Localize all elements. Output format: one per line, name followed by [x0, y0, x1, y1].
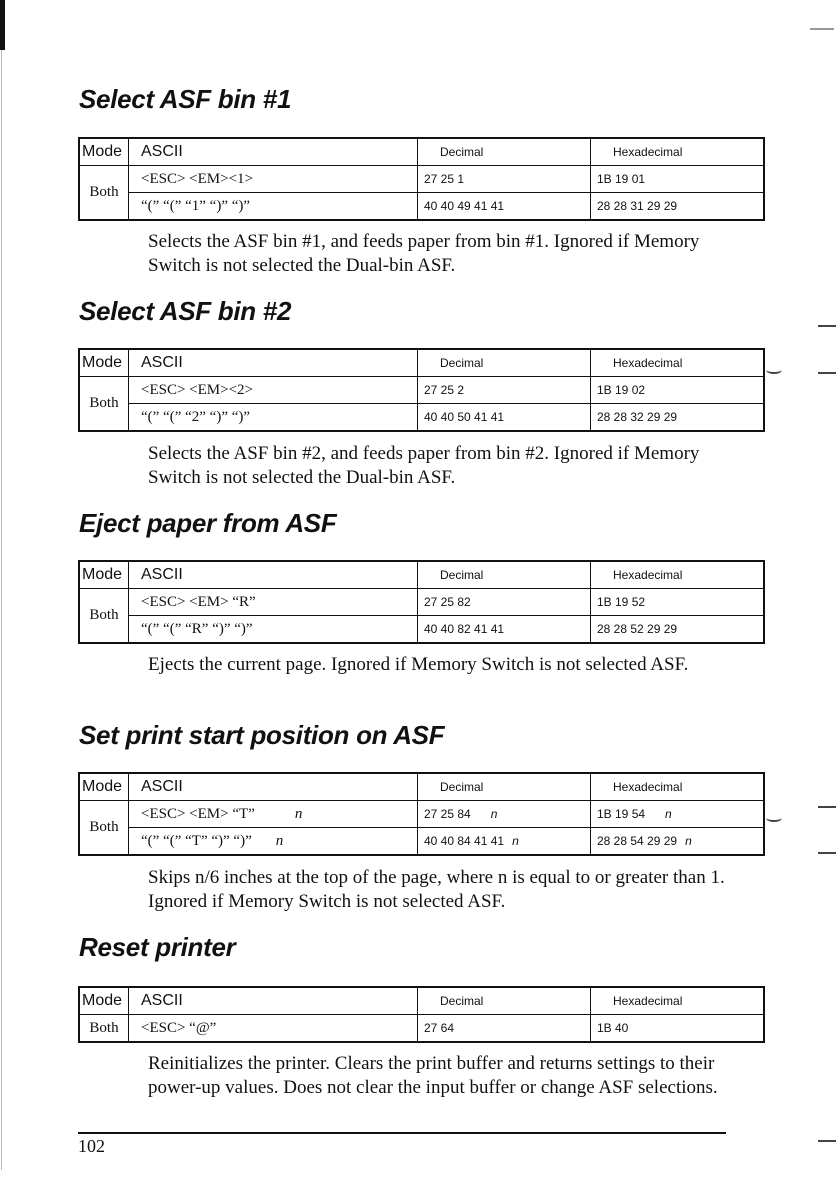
decimal-sequence: 40 40 84 41 41	[424, 834, 505, 848]
ascii-cell	[129, 828, 418, 856]
header-decimal: Decimal	[418, 773, 591, 801]
ascii-cell: <ESC> “@”	[129, 1015, 418, 1043]
footer-rule	[78, 1132, 726, 1134]
scan-artifact	[810, 28, 834, 42]
scan-artifact	[818, 852, 836, 854]
scan-artifact	[766, 366, 782, 374]
page-number: 102	[78, 1136, 105, 1156]
hex-cell: 1B 19 52	[591, 589, 765, 616]
hex-cell: 28 28 31 29 29	[591, 193, 765, 221]
scan-edge-line	[1, 50, 2, 1170]
header-decimal: Decimal	[418, 138, 591, 166]
hex-sequence: 28 28 54 29 29	[597, 834, 678, 848]
section-description: Selects the ASF bin #1, and feeds paper from bin #1. Ignored if Memory Switch is not selected the Dual-bin ASF.	[148, 231, 700, 276]
scan-edge-mark	[0, 0, 5, 50]
header-ascii: ASCII	[129, 987, 418, 1015]
hex-cell: 28 28 52 29 29	[591, 616, 765, 644]
decimal-cell	[418, 801, 591, 828]
hex-cell	[591, 828, 765, 856]
decimal-cell	[418, 828, 591, 856]
ascii-sequence: “(” “(” “T” “)” “)”	[141, 832, 252, 849]
ascii-cell: <ESC> <EM> “R”	[129, 589, 418, 616]
decimal-cell: 27 25 82	[418, 589, 591, 616]
section-description: Ejects the current page. Ignored if Memory Switch is not selected ASF.	[148, 654, 689, 675]
decimal-cell: 40 40 82 41 41	[418, 616, 591, 644]
header-decimal: Decimal	[418, 349, 591, 377]
command-table	[78, 560, 765, 644]
param-n: n	[685, 834, 692, 848]
header-mode: Mode	[79, 349, 129, 377]
ascii-cell: “(” “(” “1” “)” “)”	[129, 193, 418, 221]
scan-artifact	[818, 806, 836, 808]
ascii-sequence: <ESC> <EM> “T”	[141, 805, 255, 822]
param-n: n	[512, 834, 519, 848]
section-title: Reset printer	[79, 932, 236, 962]
ascii-cell: “(” “(” “R” “)” “)”	[129, 616, 418, 644]
section-title: Select ASF bin #2	[79, 296, 292, 326]
mode-cell: Both	[79, 377, 129, 432]
header-decimal: Decimal	[418, 561, 591, 589]
scan-artifact	[818, 372, 836, 374]
decimal-sequence: 27 25 84	[424, 807, 471, 821]
command-table	[78, 986, 765, 1043]
mode-cell: Both	[79, 166, 129, 221]
command-table	[78, 348, 765, 432]
param-n: n	[665, 807, 672, 821]
header-hex: Hexadecimal	[591, 773, 765, 801]
header-hex: Hexadecimal	[591, 349, 765, 377]
header-hex: Hexadecimal	[591, 561, 765, 589]
header-ascii: ASCII	[129, 349, 418, 377]
header-hex: Hexadecimal	[591, 987, 765, 1015]
command-table	[78, 772, 765, 856]
decimal-cell: 40 40 49 41 41	[418, 193, 591, 221]
scan-artifact	[818, 1140, 836, 1142]
header-ascii: ASCII	[129, 773, 418, 801]
scan-artifact	[766, 814, 782, 822]
section-title: Select ASF bin #1	[79, 84, 292, 114]
decimal-cell: 27 25 1	[418, 166, 591, 193]
hex-cell: 1B 19 02	[591, 377, 765, 404]
header-ascii: ASCII	[129, 138, 418, 166]
header-decimal: Decimal	[418, 987, 591, 1015]
param-n: n	[490, 807, 498, 821]
decimal-cell: 27 25 2	[418, 377, 591, 404]
header-hex: Hexadecimal	[591, 138, 765, 166]
section-description: Reinitializes the printer. Clears the print buffer and returns settings to their power-up values. Does not clear the input buffer or change ASF selections.	[148, 1053, 718, 1098]
header-mode: Mode	[79, 561, 129, 589]
section-title: Eject paper from ASF	[79, 508, 337, 538]
ascii-cell: <ESC> <EM><1>	[129, 166, 418, 193]
hex-cell: 1B 19 01	[591, 166, 765, 193]
mode-cell: Both	[79, 589, 129, 644]
hex-cell: 28 28 32 29 29	[591, 404, 765, 432]
ascii-cell	[129, 801, 418, 828]
ascii-cell: <ESC> <EM><2>	[129, 377, 418, 404]
mode-cell: Both	[79, 801, 129, 856]
mode-cell: Both	[79, 1015, 129, 1043]
scan-artifact	[818, 325, 836, 327]
command-table	[78, 137, 765, 221]
decimal-cell: 40 40 50 41 41	[418, 404, 591, 432]
param-n: n	[294, 805, 303, 822]
hex-sequence: 1B 19 54	[597, 807, 646, 821]
ascii-cell: “(” “(” “2” “)” “)”	[129, 404, 418, 432]
section-description: Skips n/6 inches at the top of the page, where n is equal to or greater than 1. Ignored if Memory Switch is not selected ASF.	[148, 867, 725, 912]
hex-cell	[591, 801, 765, 828]
section-title: Set print start position on ASF	[79, 720, 445, 750]
section-description: Selects the ASF bin #2, and feeds paper from bin #2. Ignored if Memory Switch is not selected the Dual-bin ASF.	[148, 443, 700, 488]
param-n: n	[275, 832, 284, 849]
header-ascii: ASCII	[129, 561, 418, 589]
hex-cell: 1B 40	[591, 1015, 765, 1043]
decimal-cell: 27 64	[418, 1015, 591, 1043]
header-mode: Mode	[79, 987, 129, 1015]
header-mode: Mode	[79, 773, 129, 801]
header-mode: Mode	[79, 138, 129, 166]
